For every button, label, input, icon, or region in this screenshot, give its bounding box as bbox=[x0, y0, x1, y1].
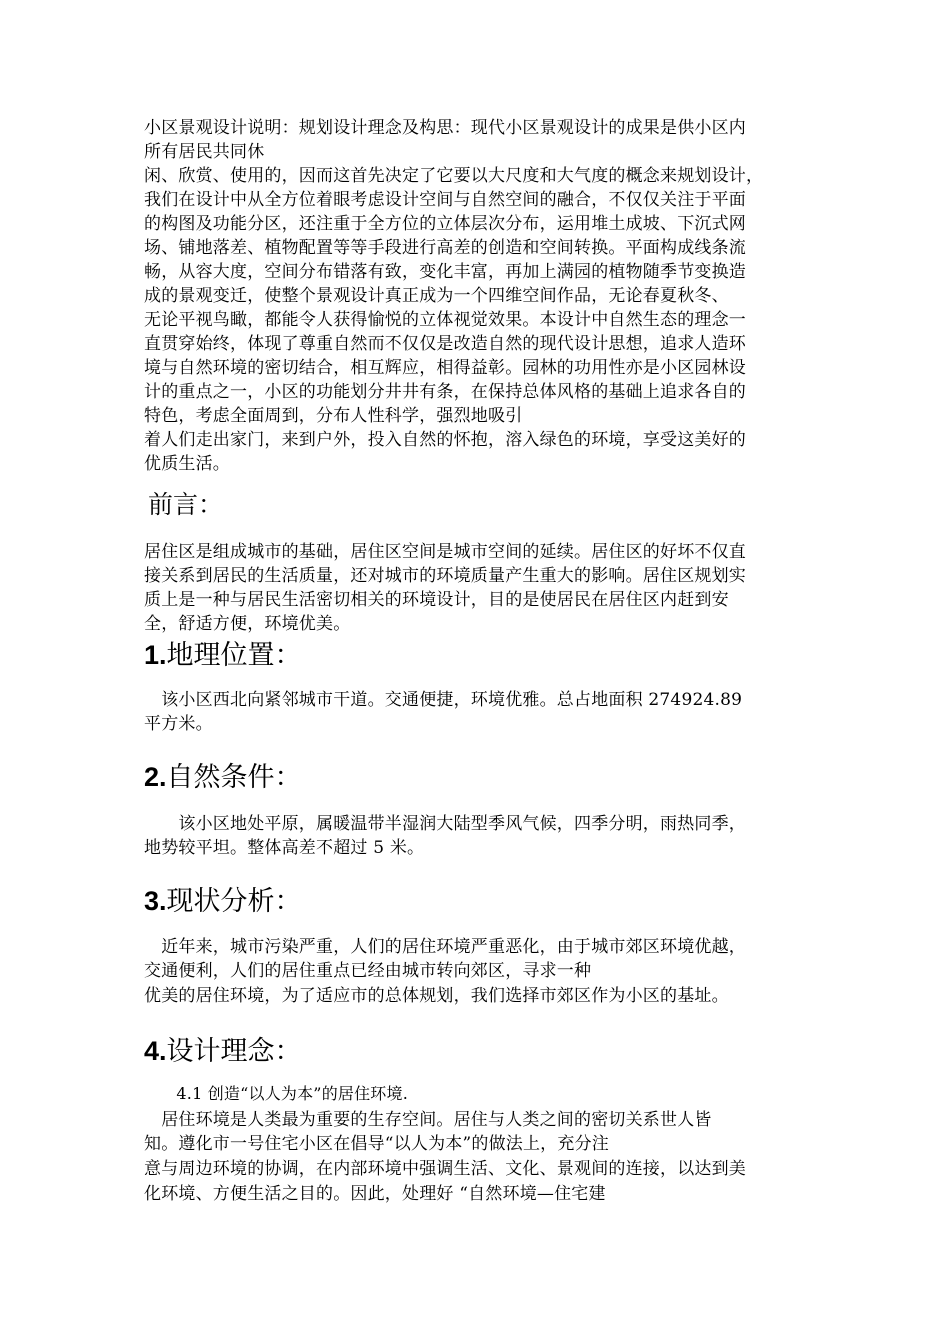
intro-line: 畅，从容大度，空间分布错落有致，变化丰富，再加上满园的植物随季节变换造 bbox=[144, 262, 746, 282]
section-line: 意与周边环境的协调，在内部环境中强调生活、文化、景观间的连接，以达到美 bbox=[144, 1159, 746, 1179]
section-number: 3. bbox=[144, 886, 167, 916]
section-line: 该小区西北向紧邻城市干道。交通便捷，环境优雅。总占地面积 274924.89 bbox=[144, 690, 743, 710]
section-heading-natural-conditions bbox=[144, 760, 302, 795]
section-line: 优美的居住环境，为了适应市的总体规划，我们选择市郊区作为小区的基址。 bbox=[144, 986, 729, 1006]
intro-line: 场、铺地落差、植物配置等等手段进行高差的创造和空间转换。平面构成线条流 bbox=[144, 238, 746, 258]
intro-line: 直贯穿始终，体现了尊重自然而不仅仅是改造自然的现代设计思想，追求人造环 bbox=[144, 334, 746, 354]
section-line: 化环境、方便生活之目的。因此，处理好 “自然环境—住宅建 bbox=[144, 1184, 606, 1204]
intro-line: 成的景观变迁，使整个景观设计真正成为一个四维空间作品，无论春夏秋冬、 bbox=[144, 286, 729, 306]
section-title: 自然条件： bbox=[166, 762, 302, 793]
intro-line: 境与自然环境的密切结合，相互辉应，相得益彰。园林的功用性亦是小区园林设 bbox=[144, 358, 746, 378]
section-line: 平方米。 bbox=[144, 714, 213, 734]
section-line: 居住环境是人类最为重要的生存空间。居住与人类之间的密切关系世人皆 bbox=[144, 1110, 712, 1130]
intro-line: 我们在设计中从全方位着眼考虑设计空间与自然空间的融合，不仅仅关注于平面 bbox=[144, 190, 746, 210]
section-line: 4.1 创造“以人为本”的居住环境. bbox=[144, 1084, 408, 1103]
section-title: 现状分析： bbox=[166, 886, 302, 917]
intro-line: 无论平视鸟瞰，都能令人获得愉悦的立体视觉效果。本设计中自然生态的理念一 bbox=[144, 310, 746, 330]
section-number: 4. bbox=[144, 1036, 167, 1066]
intro-line: 着人们走出家门，来到户外，投入自然的怀抱，溶入绿色的环境，享受这美好的 bbox=[144, 430, 746, 450]
preface-line: 接关系到居民的生活质量，还对城市的环境质量产生重大的影响。居住区规划实 bbox=[144, 566, 746, 586]
preface-line: 全，舒适方便，环境优美。 bbox=[144, 614, 351, 634]
section-line: 近年来，城市污染严重，人们的居住环境严重恶化，由于城市郊区环境优越， bbox=[144, 937, 746, 957]
intro-line: 所有居民共同休 bbox=[144, 142, 265, 162]
preface-line: 质上是一种与居民生活密切相关的环境设计，目的是使居民在居住区内赶到安 bbox=[144, 590, 729, 610]
intro-line: 计的重点之一，小区的功能划分井井有条，在保持总体风格的基础上追求各自的 bbox=[144, 382, 746, 402]
preface-heading: 前言： bbox=[148, 490, 224, 519]
intro-line: 优质生活。 bbox=[144, 454, 230, 474]
section-title: 地理位置： bbox=[166, 640, 302, 671]
section-number: 2. bbox=[144, 762, 167, 792]
section-line: 交通便利，人们的居住重点已经由城市转向郊区，寻求一种 bbox=[144, 961, 592, 981]
intro-line: 特色，考虑全面周到，分布人性科学，强烈地吸引 bbox=[144, 406, 523, 426]
section-line: 地势较平坦。整体高差不超过 5 米。 bbox=[144, 838, 425, 858]
section-heading-design-concept bbox=[144, 1034, 302, 1069]
section-line: 该小区地处平原，属暖温带半湿润大陆型季风气候，四季分明，雨热同季， bbox=[144, 814, 746, 834]
preface-line: 居住区是组成城市的基础，居住区空间是城市空间的延续。居住区的好坏不仅直 bbox=[144, 542, 746, 562]
section-heading-status-analysis bbox=[144, 884, 302, 919]
section-number: 1. bbox=[144, 640, 167, 670]
section-title: 设计理念： bbox=[166, 1036, 302, 1067]
intro-line: 闲、欣赏、使用的，因而这首先决定了它要以大尺度和大气度的概念来规划设计， bbox=[144, 166, 764, 186]
intro-line: 的构图及功能分区，还注重于全方位的立体层次分布，运用堆土成坡、下沉式网 bbox=[144, 214, 746, 234]
section-heading-location bbox=[144, 638, 302, 673]
intro-line: 小区景观设计说明：规划设计理念及构思：现代小区景观设计的成果是供小区内 bbox=[144, 118, 746, 138]
section-line: 知。遵化市一号住宅小区在倡导“以人为本”的做法上，充分注 bbox=[144, 1134, 609, 1154]
